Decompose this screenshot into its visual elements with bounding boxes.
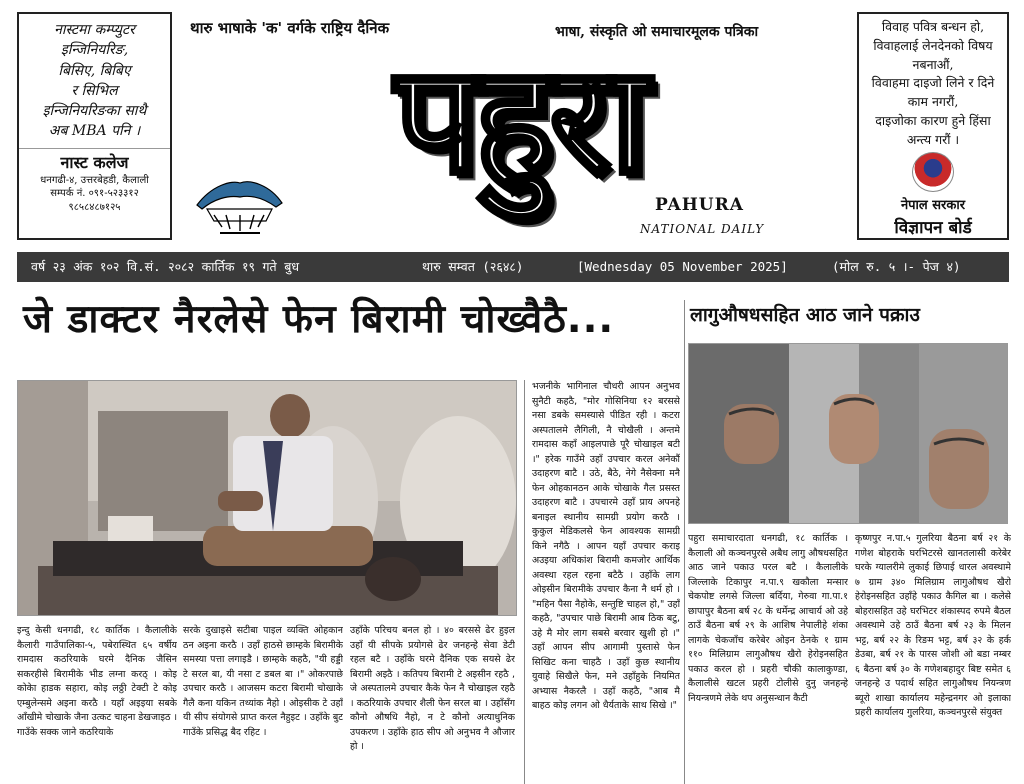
photo-arrested-hands — [688, 343, 1008, 524]
story-text: पहुरा समाचारदाता धनगढी, १८ कार्तिक । कैलाली ओ कञ्चनपुरसे अबैध लागु औषधसहित आठ जाने पकाउ परल बटै । कैलालीके जिल्लाके टिकापुर न.पा.९ खकौला मन्सार चेकपोष्ट लगसे जिल्ला बर्दिया, गेरुवा गा.पा.१ छापापुर बैठना बर्ष २८ के धर्मेन्द्र आचार्य ओ उहे ठाउँ बैठना बर्ष २९ के आशिष नेपालीहे शंका लागके चेकजाँच करेबेर ओइन ठेनके १ ग्राम ११० मिलिग्राम लागुऔषध खैरो हेरोइनसहित पकाउ करल हो । प्रहरी चौकी कालाकुण्डा, कैलालीसे खटल प्रहरी टोलीसे दुनु जनहन्हे नियन्त्रणमे लेके थप अनुसन्धान कैटी — [688, 533, 848, 704]
tagline-right: भाषा, संस्कृति ओ समाचारमूलक पत्रिका — [555, 24, 759, 40]
photo-healer-treatment — [17, 380, 517, 616]
story-column — [532, 380, 680, 784]
tagline-left: थारु भाषाके 'क' वर्गके राष्ट्रिय दैनिक — [190, 19, 390, 37]
column-divider — [684, 300, 685, 784]
ad-line: विवाह पवित्र बन्धन हो, — [881, 19, 985, 34]
story-text: उहाँके परिचय बनल हो । ४० बरससे ढेर हुइल उहाँ यी सीपके प्रयोगसे ढेर जनहन्हे सेवा डेटी रहल बटै । उहाँके घरमे दैनिक एक सयसे ढेर बिरामी अइठै । कतिपय बिरामी टे अइसीन रहठै , जे अस्पतालमे उपचार कैके फेन नै चोखाइल रहठै । कठरियाके उपचार शैली फेन सरल बा । उहाँसँग कौनो औषधि नैहो, न टे कौनो अत्याधुनिक उपकरण । उहाँके हाठ सीप ओ अनुभव नै औजार हो । — [350, 625, 515, 752]
ad-line: अब MBA पनि । — [48, 123, 141, 140]
ad-line: बिसिए, बिबिए — [58, 62, 131, 79]
story-column — [855, 532, 1011, 784]
story-column — [183, 624, 343, 784]
story-column — [688, 532, 848, 784]
main-headline: जे डाक्टर नैरलेसे फेन बिरामी चोख्वैठै... — [23, 297, 615, 342]
story-text: सरके दुखाइसे सटीबा पाइल व्यक्ति ओहकान ठन अइना करठै । उहाँ हाठसे छाम्हके बिरामीके समस्या पत्ता लगाइडै । छाम्हके कहठै, "यी हड्डी टे सरल बा, यी नसा ट डबल बा ।" ओकरपाछे उपचार करठै । आजसम कटरा बिरामी चोखाके गैलै कना यकिन तथ्यांक नैहो । ओइसीक टे उहाँ यी सीप संयोगसे प्राप्त करल नैहुइट । उहाँके बुट गाउँके प्रसिद्ध बैद रहिट । — [183, 625, 343, 738]
ad-line: विवाहमा दाइजो लिने र दिने — [871, 75, 995, 91]
ad-line: नास्टमा कम्प्युटर — [54, 22, 135, 38]
ad-dowry-awareness — [857, 12, 1009, 240]
ad-line: र सिभिल — [71, 82, 118, 99]
decorative-art-icon — [192, 175, 287, 239]
ad-line: इन्जिनियरिङका साथै — [42, 103, 147, 120]
english-name: PAHURA — [655, 195, 744, 215]
ad-address: धनगढी-४, उत्तरबेहडी, कैलाली — [40, 174, 149, 186]
ad-government: नेपाल सरकार — [900, 198, 966, 214]
issue-info-bar — [17, 252, 1009, 282]
ad-line: विवाहलाई लेनदेनको विषय — [873, 37, 993, 53]
masthead-title: पहुरा — [395, 34, 645, 206]
story-column — [350, 624, 515, 784]
ad-phone: ९८५८४८७१२५ — [68, 201, 121, 213]
second-headline: लागुऔषधसहित आठ जाने पक्राउ — [690, 304, 920, 326]
tharu-samvat: थारु सम्वत (२६४८) — [422, 259, 524, 274]
ad-line: दाइजोका कारण हुने हिंसा — [875, 112, 991, 128]
ad-line: काम नगरौं, — [907, 94, 959, 109]
story-text: भजनीके भागिनाल चौधरी आपन अनुभव सुनैटी कहठै, "मोर गोसिनिया १२ बरससे नसा डबके समस्यासे पीडित रही । कटरा अस्पतालमे लैगिली, नै चोखैली । अन्तमे रामदास कहाँ आइलपाछे पूरै चोखाइल बटी ।" हरेक गाउँमे उहाँ उपचार करल अनेकौं उदाहरण बाटै । उठे, बैठे, नेगे नैसेक्ना मनै फेन ओहकानठन आके चोखाके गैल प्रसस्त उदाहरण बाटै । उपचारमे उहाँ प्राय अपनहे बनाइल स्थानीय सामग्री प्रयोग करठै । कुकुल मेडिकलसे फेन आवश्यक सामग्री किने नगैठै । आपन यहाँ उपचार कराइ अउइया अधिकांश बिरामी कमजोर आर्थिक अवस्था रहल रहना बटैठै । उहाँके लाग ओइसीन बिरामीके उपचार कैना नै धर्म हो । "महिन पैसा नैहोके, सन्तुष्टि चाहल हो," उहाँ कहठै, "उपचार पाछे बिरामी आब ठिक बटु, उहे मै मोर लाग सबसे बरवार खुशी हो ।" उहाँ आपन सीप आगामी पुस्तासे फेन सिखिट कना चाहठै । उहाँ कुछ स्थानीय युवाहे सिखैले फेन, मने उहाँहुके नियमित अभ्यास नैकरलै । उहाँ कहठै, "आब मै बाहठ कोइ लगन ओ धैर्यताके साथ सिखे ।" — [532, 381, 680, 711]
story-text: कृष्णपुर न.पा.५ गुलरिया बैठना बर्ष २१ के गणेश बोहराके घरभिटरसे खानतलासी करेबेर घरके ग्यालरीमे लुकाई छिपाई धारल अवस्थामे ७ ग्राम ३४० मिलिग्राम लागुऔषध खैरो हेरोइनसहित उहाँहे पकाउ कैगिल बा । कलेसे बोहरासहित उहे घरभिटर शंकास्पद रुपमे बैठल अवस्थामे उहे ठाउँ बैठना बर्ष २३ के मिलन भट्ट, बर्ष २२ के रिङम भट्ट, बर्ष ३२ के हर्क डेउबा, बर्ष २१ के पारस जोशी ओ बडा नम्बर ६ बैठना बर्ष ३० के गणेशबहादुर बिष्ट समेत ६ जनहन्हे उ पदार्थ सहित लागुऔषध नियन्त्रण ब्यूरो शाखा कार्यालय महेन्द्रनगर ओ इलाका प्रहरी कार्यालय गुलरिया, कञ्चनपुरसे संयुक्त — [855, 533, 1011, 718]
ad-line: नबनाऔं, — [912, 56, 954, 72]
story-column — [17, 624, 177, 784]
ad-phone: सम्पर्क नं. ०९१-५२३३१२ — [50, 188, 139, 200]
column-divider — [524, 380, 525, 784]
ad-nast-college — [17, 12, 172, 240]
story-text: इन्दु केसी धनगढी, १८ कार्तिक । कैलालीके कैलारी गाउँपालिका-५, पबेरास्थित ६५ वर्षीय रामदास कठरियाके घरमे दैनिक जैसिन सकरहीसे बिरामीके भीड लग्ना करठ् । कोइ कोकेा हाडक सहारा, कोइ लठ्ठी टेक्टी टे कोइ एम्बुलेन्समे अइना करठै । यहाँ अइइया सबके आँखीमे चोखाके जैना उत्कट चाहना डेखजाइठ । गाउँके सक्क जाने कठरियाके — [17, 625, 177, 738]
ad-line: अन्त्य गरौं । — [906, 131, 960, 147]
nepal-emblem-icon — [912, 152, 954, 192]
ad-college-name: नास्ट कलेज — [19, 148, 170, 174]
ad-line: इन्जिनियरिङ, — [60, 42, 129, 59]
ad-board: विज्ञापन बोर्ड — [894, 217, 972, 238]
issue-volume: वर्ष २३ अंक १०२ वि.सं. २०८२ कार्तिक १९ गते बुध — [31, 259, 300, 274]
national-daily: NATIONAL DAILY — [640, 222, 765, 236]
price-pages: (मोल रु. ५ ।- पेज ४) — [832, 259, 961, 274]
date-english: [Wednesday 05 November 2025] — [577, 259, 788, 274]
